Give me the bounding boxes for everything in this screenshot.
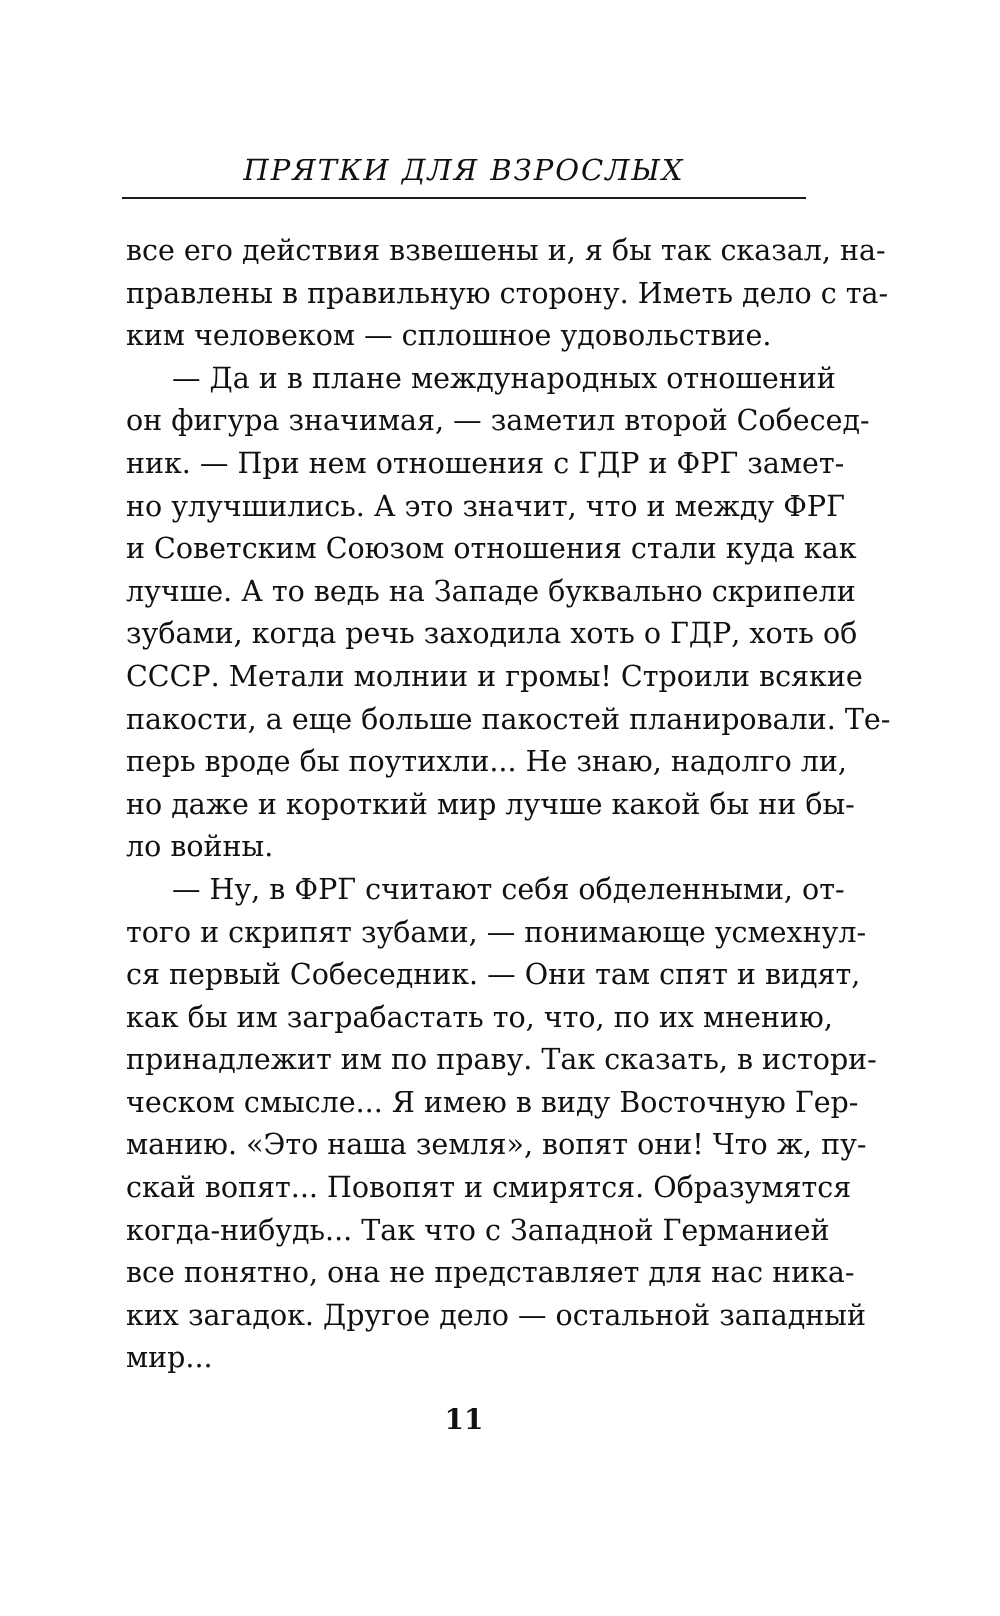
- body-text: [126, 230, 891, 1380]
- text-line: но улучшились. А это значит, что и между ФРГ: [126, 489, 845, 523]
- text-line: — Да и в плане международных отношений: [172, 361, 836, 395]
- text-line: как бы им заграбастать то, что, по их мнению,: [126, 1000, 833, 1034]
- text-line: ких загадок. Другое дело — остальной западный: [126, 1298, 866, 1332]
- text-line: все понятно, она не представляет для нас ника-: [126, 1256, 855, 1290]
- text-line: перь вроде бы поутихли... Не знаю, надолго ли,: [126, 745, 847, 779]
- text-line: скай вопят... Повопят и смирятся. Образумятся: [126, 1171, 852, 1205]
- text-line: — Ну, в ФРГ считают себя обделенными, от-: [172, 872, 845, 906]
- text-line: мир...: [126, 1341, 213, 1375]
- text-line: правлены в правильную сторону. Иметь дело с та-: [126, 276, 889, 310]
- running-title: ПРЯТКИ ДЛЯ ВЗРОСЛЫХ: [243, 153, 685, 187]
- text-line: все его действия взвешены и, я бы так сказал, на-: [126, 234, 886, 267]
- text-line: и Советским Союзом отношения стали куда как: [126, 532, 857, 566]
- text-line: ся первый Собеседник. — Они там спят и видят,: [126, 958, 861, 992]
- text-line: зубами, когда речь заходила хоть о ГДР, хоть об: [126, 617, 858, 651]
- text-line: лучше. А то ведь на Западе буквально скрипели: [126, 574, 856, 608]
- text-line: СССР. Метали молнии и громы! Строили всякие: [126, 659, 863, 693]
- text-line: принадлежит им по праву. Так сказать, в истори-: [126, 1043, 877, 1077]
- text-line: когда-нибудь... Так что с Западной Германией: [126, 1213, 830, 1247]
- text-line: манию. «Это наша земля», вопят они! Что ж, пу-: [126, 1128, 867, 1162]
- text-line: но даже и короткий мир лучше какой бы ни бы-: [126, 787, 855, 821]
- header-rule: [122, 197, 806, 199]
- text-line: ческом смысле... Я имею в виду Восточную Гер-: [126, 1085, 859, 1119]
- text-line: он фигура значимая, — заметил второй Собесед-: [126, 404, 870, 438]
- text-line: ник. — При нем отношения с ГДР и ФРГ замет-: [126, 446, 845, 480]
- text-line: ло войны.: [126, 830, 274, 864]
- text-line: пакости, а еще больше пакостей планировали. Те-: [126, 702, 891, 736]
- text-line: ким человеком — сплошное удовольствие.: [126, 319, 772, 353]
- text-line: того и скрипят зубами, — понимающе усмехнул-: [126, 915, 867, 949]
- page-number: 11: [444, 1403, 484, 1436]
